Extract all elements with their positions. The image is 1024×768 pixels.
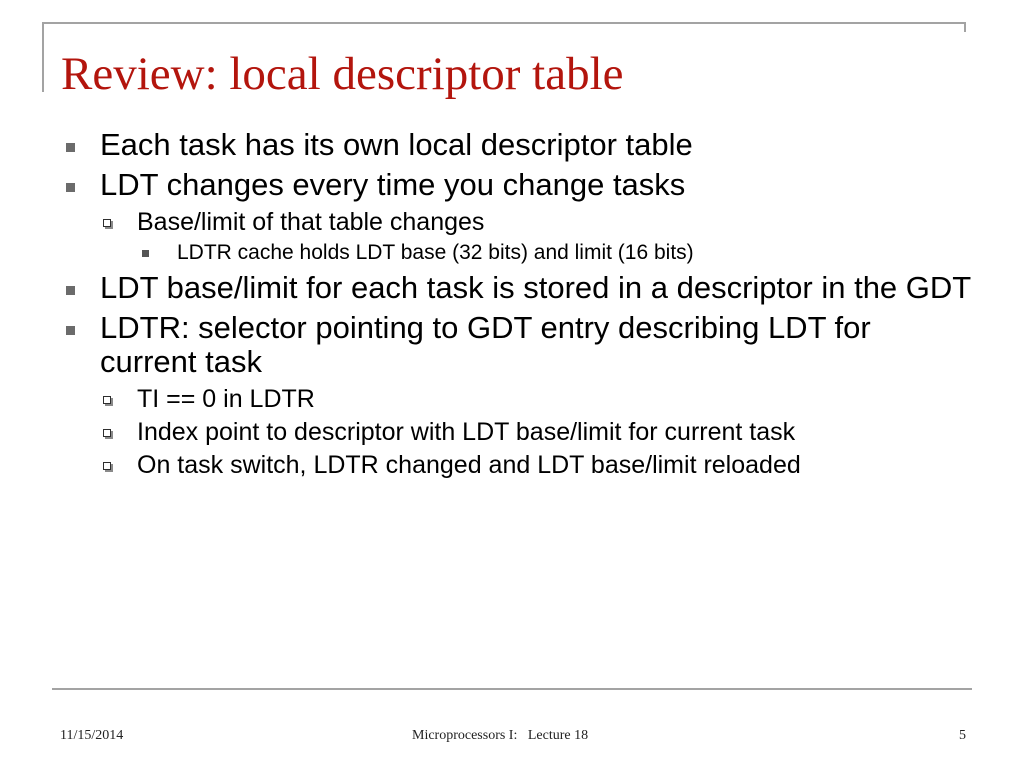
square-bullet-icon bbox=[66, 143, 75, 152]
left-frame-rule bbox=[42, 22, 44, 92]
bullet-list bbox=[62, 128, 972, 484]
sub-bullet-item bbox=[100, 208, 972, 236]
square-bullet-icon bbox=[66, 286, 75, 295]
right-frame-rule bbox=[964, 22, 966, 32]
page-number: 5 bbox=[959, 728, 966, 743]
sub-bullet-item bbox=[100, 385, 972, 413]
sub-bullet-text: On task switch, LDTR changed and LDT base/limit reloaded bbox=[137, 451, 801, 479]
sub-bullet-text: Base/limit of that table changes bbox=[137, 208, 485, 236]
sub-bullet-text: Index point to descriptor with LDT base/limit for current task bbox=[137, 418, 796, 446]
bullet-text: LDT changes every time you change tasks bbox=[100, 167, 686, 202]
bullet-text: Each task has its own local descriptor table bbox=[100, 127, 693, 162]
hollow-square-bullet-icon bbox=[103, 219, 111, 227]
bullet-text: LDT base/limit for each task is stored in a descriptor in the GDT bbox=[100, 270, 972, 305]
hollow-square-bullet-icon bbox=[103, 396, 111, 404]
top-frame-rule bbox=[42, 22, 966, 24]
hollow-square-bullet-icon bbox=[103, 462, 111, 470]
bullet-item bbox=[62, 311, 972, 379]
square-bullet-icon bbox=[66, 183, 75, 192]
bullet-text: LDTR: selector pointing to GDT entry describing LDT for current task bbox=[100, 310, 871, 379]
bullet-item bbox=[62, 168, 972, 202]
hollow-square-bullet-icon bbox=[103, 429, 111, 437]
footer-rule bbox=[52, 688, 972, 690]
sub-sub-bullet-text: LDTR cache holds LDT base (32 bits) and limit (16 bits) bbox=[177, 241, 694, 264]
footer-date: 11/15/2014 bbox=[60, 728, 124, 743]
sub-bullet-item bbox=[100, 451, 972, 479]
sub-sub-bullet-item bbox=[137, 241, 972, 265]
sub-bullet-item bbox=[100, 418, 972, 446]
bullet-item bbox=[62, 128, 972, 162]
bullet-item bbox=[62, 271, 972, 305]
square-bullet-icon bbox=[66, 326, 75, 335]
footer-lecture-title: Microprocessors I: Lecture 18 bbox=[412, 728, 589, 743]
sub-bullet-text: TI == 0 in LDTR bbox=[137, 385, 315, 413]
small-square-bullet-icon bbox=[142, 250, 149, 257]
slide-title: Review: local descriptor table bbox=[61, 48, 624, 100]
